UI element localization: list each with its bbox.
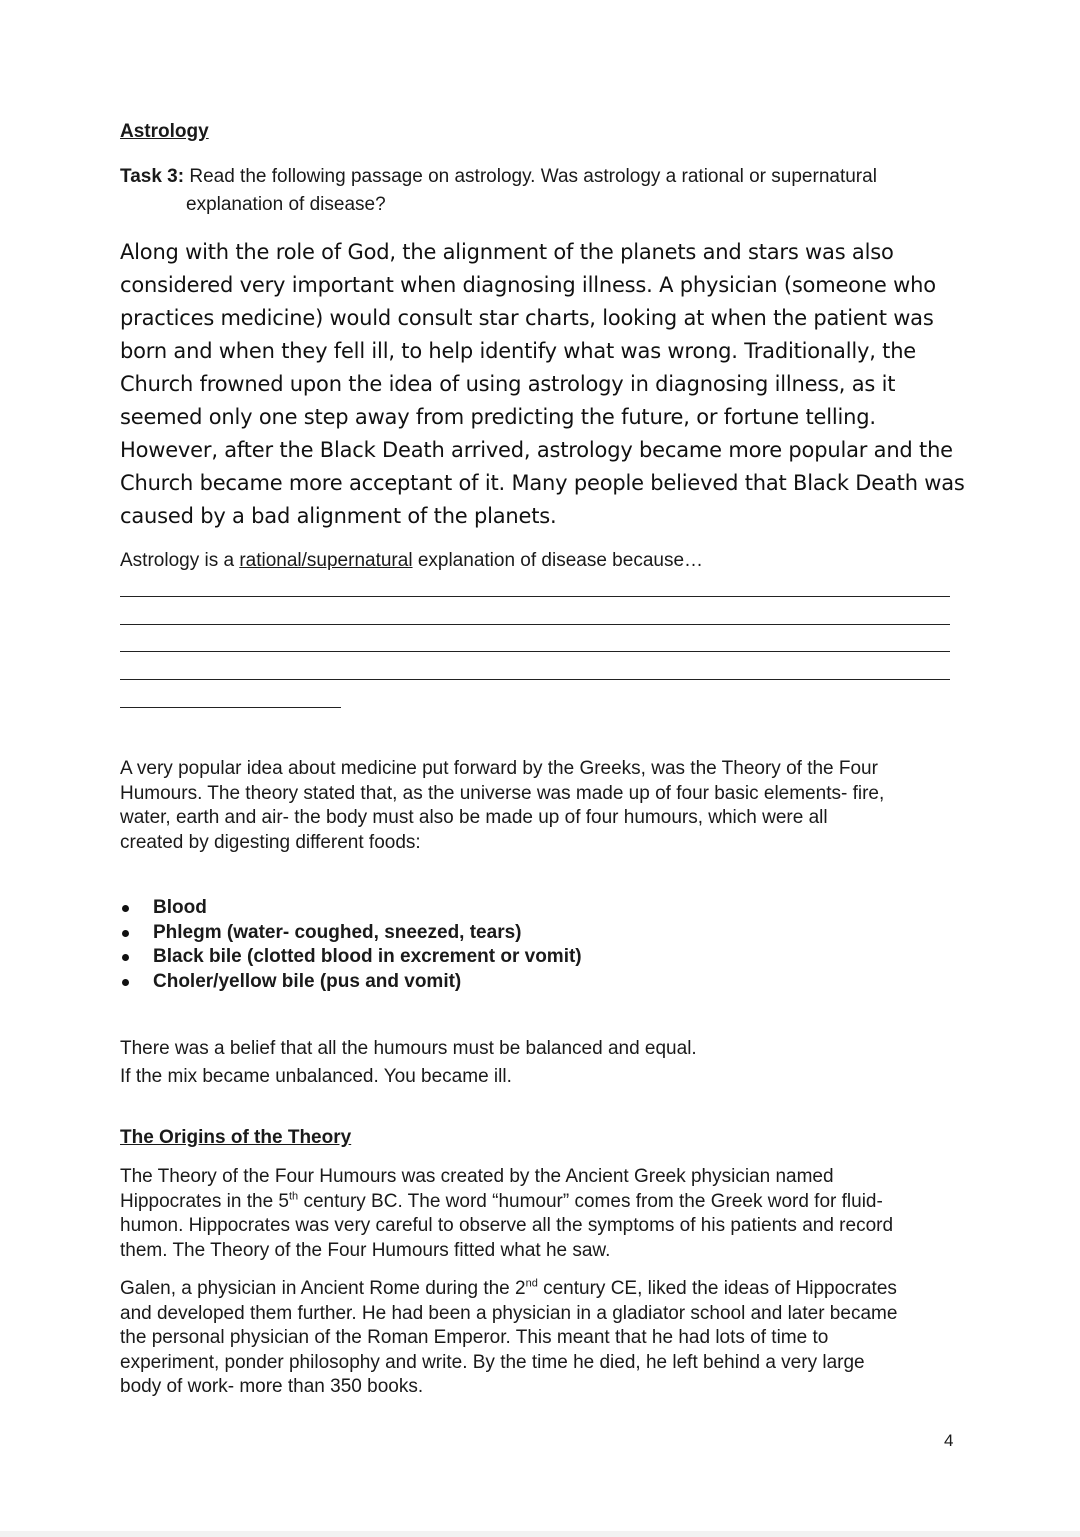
task-3-instruction	[120, 163, 877, 219]
passage-line: born and when they fell ill, to help identify what was wrong. Traditionally, the	[120, 339, 917, 363]
prompt-before: Astrology is a	[120, 550, 240, 571]
origins-line: and developed them further. He had been a physician in a gladiator school and later became	[120, 1302, 898, 1324]
passage-line: considered very important when diagnosing illness. A physician (someone who	[120, 273, 936, 297]
passage-line: However, after the Black Death arrived, astrology became more popular and the	[120, 438, 953, 462]
list-item: Blood	[120, 896, 582, 921]
astrology-passage	[120, 236, 965, 533]
intro-line: water, earth and air- the body must also be made up of four humours, which were all	[120, 807, 828, 828]
task-text-line2: explanation of disease?	[186, 194, 386, 215]
origins-line: experiment, ponder philosophy and write. By the time he died, he left behind a very large	[120, 1351, 865, 1373]
answer-line[interactable]	[120, 651, 950, 652]
origins-paragraph-2	[120, 1277, 897, 1400]
balance-line: If the mix became unbalanced. You became ill.	[120, 1066, 512, 1087]
intro-line: created by digesting different foods:	[120, 831, 421, 853]
passage-line: Along with the role of God, the alignment of the planets and stars was also	[120, 240, 894, 264]
ordinal-suffix: nd	[525, 1277, 538, 1290]
origins-line: humon. Hippocrates was very careful to observe all the symptoms of his patients and record	[120, 1215, 894, 1236]
origins-line	[120, 1277, 897, 1302]
origins-text: century BC. The word “humour” comes from the Greek word for fluid-	[298, 1190, 883, 1212]
passage-line: Church became more acceptant of it. Many people believed that Black Death was	[120, 471, 965, 495]
prompt-after: explanation of disease because…	[412, 550, 704, 571]
list-item: Phlegm (water- coughed, sneezed, tears)	[120, 921, 582, 946]
astrology-heading: Astrology	[120, 121, 209, 142]
page-number: 4	[944, 1431, 954, 1450]
prompt-underlined-choice: rational/supernatural	[239, 550, 413, 571]
page-edge	[0, 1531, 1080, 1537]
task-label: Task 3:	[120, 166, 185, 187]
humours-intro	[120, 757, 884, 855]
humours-list	[120, 896, 582, 994]
answer-line[interactable]	[120, 679, 950, 680]
passage-line: practices medicine) would consult star charts, looking at when the patient was	[120, 306, 934, 330]
origins-heading: The Origins of the Theory	[120, 1127, 352, 1148]
origins-line: body of work- more than 350 books.	[120, 1376, 424, 1397]
answer-line[interactable]	[120, 596, 950, 597]
task-text-line1: Read the following passage on astrology. Was astrology a rational or supernatural	[189, 166, 877, 187]
passage-line: caused by a bad alignment of the planets.	[120, 504, 557, 528]
answer-line[interactable]	[120, 624, 950, 625]
origins-text: Galen, a physician in Ancient Rome during the 2	[120, 1278, 526, 1299]
ordinal-suffix: th	[289, 1190, 299, 1203]
origins-text: Hippocrates in the 5	[120, 1190, 289, 1212]
origins-paragraph-1	[120, 1165, 893, 1263]
origins-line: them. The Theory of the Four Humours fitted what he saw.	[120, 1239, 611, 1261]
balance-line: There was a belief that all the humours must be balanced and equal.	[120, 1038, 697, 1059]
list-item: Choler/yellow bile (pus and vomit)	[120, 970, 582, 995]
origins-line: The Theory of the Four Humours was created by the Ancient Greek physician named	[120, 1166, 834, 1187]
origins-text: century CE, liked the ideas of Hippocrates	[537, 1278, 897, 1299]
intro-line: A very popular idea about medicine put forward by the Greeks, was the Theory of the Four	[120, 758, 878, 779]
origins-line: the personal physician of the Roman Emperor. This meant that he had lots of time to	[120, 1327, 829, 1348]
passage-line: Church frowned upon the idea of using astrology in diagnosing illness, as it	[120, 372, 896, 396]
answer-line-short[interactable]	[120, 707, 341, 708]
passage-line: seemed only one step away from predicting the future, or fortune telling.	[120, 405, 876, 429]
intro-line: Humours. The theory stated that, as the universe was made up of four basic elements- fire,	[120, 782, 885, 804]
balance-text	[120, 1035, 697, 1091]
answer-prompt	[120, 550, 703, 572]
origins-line	[120, 1190, 893, 1215]
list-item: Black bile (clotted blood in excrement or vomit)	[120, 945, 582, 970]
